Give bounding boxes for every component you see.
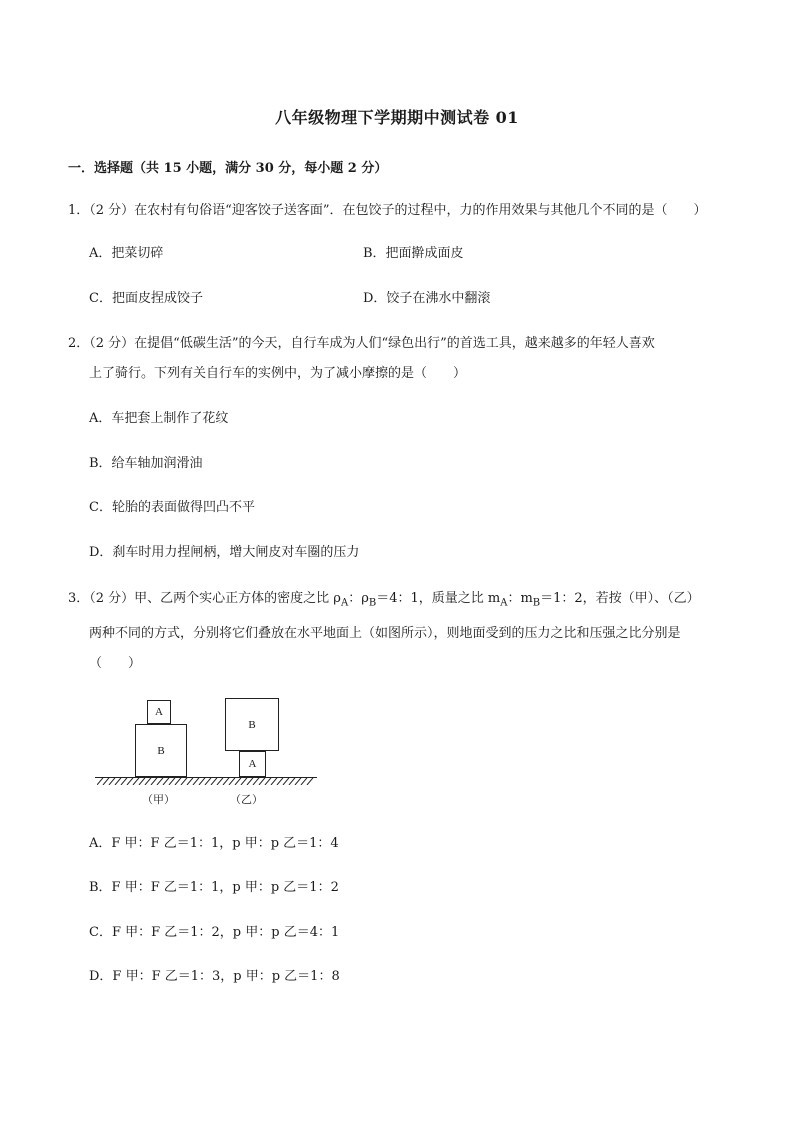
cube-b-jia: B	[135, 724, 187, 777]
caption-jia: （甲）	[142, 793, 175, 806]
section-heading: 一．选择题（共 15 小题，满分 30 分，每小题 2 分）	[68, 161, 388, 176]
q3-option-d: D．F 甲：F 乙＝1：3，p 甲：p 乙＝1：8	[89, 969, 340, 984]
q1-option-a: A．把菜切碎	[89, 246, 164, 261]
question-stem-line1: 3．（2 分）甲、乙两个实心正方体的密度之比 $\rho_A$：$\rho_B=4$：1，质量之比 $m_A$：$m_B=1$：2，若按（甲）、（乙）	[68, 591, 700, 609]
q2-option-d: D．刹车时用力捏闸柄，增大闸皮对车圈的压力	[89, 545, 360, 560]
question-stem-line2: 两种不同的方式，分别将它们叠放在水平地面上（如图所示），则地面受到的压力之比和压强之比分别是	[89, 625, 681, 641]
q3-option-b: B．F 甲：F 乙＝1：1，p 甲：p 乙＝1：2	[89, 880, 339, 895]
q2-option-c: C．轮胎的表面做得凹凸不平	[89, 500, 255, 515]
q1-option-c: C．把面皮捏成饺子	[89, 291, 203, 306]
q3-option-a: A．F 甲：F 乙＝1：1，p 甲：p 乙＝1：4	[89, 836, 339, 851]
question-3	[68, 584, 728, 679]
page-title: 八年级物理下学期期中测试卷 01	[275, 108, 519, 127]
question-stem-line3: （ ）	[89, 655, 142, 671]
q2-option-a: A．车把套上制作了花纹	[89, 411, 229, 426]
question-2	[68, 329, 728, 389]
caption-yi: （乙）	[230, 793, 263, 806]
cube-a-jia: A	[147, 700, 171, 724]
question-stem: 1．（2 分）在农村有句俗语“迎客饺子送客面”．在包饺子的过程中，力的作用效果与其他几个不同的是（ ）	[68, 203, 707, 218]
cube-a-yi: A	[239, 751, 266, 777]
q3-option-c: C．F 甲：F 乙＝1：2，p 甲：p 乙＝4：1	[89, 925, 340, 940]
question-1	[68, 196, 728, 226]
q1-option-b: B．把面擀成面皮	[363, 246, 464, 261]
q1-option-d: D．饺子在沸水中翻滚	[363, 291, 491, 306]
question-stem-line2: 上了骑行。下列有关自行车的实例中，为了减小摩擦的是（ ）	[89, 366, 467, 381]
q2-option-b: B．给车轴加润滑油	[89, 456, 203, 471]
question-stem-line1: 2．（2 分）在提倡“低碳生活”的今天，自行车成为人们“绿色出行”的首选工具，越来越多的年轻人喜欢	[68, 336, 655, 351]
ground-hatching	[97, 778, 317, 785]
cube-b-yi: B	[225, 698, 279, 751]
stacked-cubes-figure	[95, 696, 320, 808]
